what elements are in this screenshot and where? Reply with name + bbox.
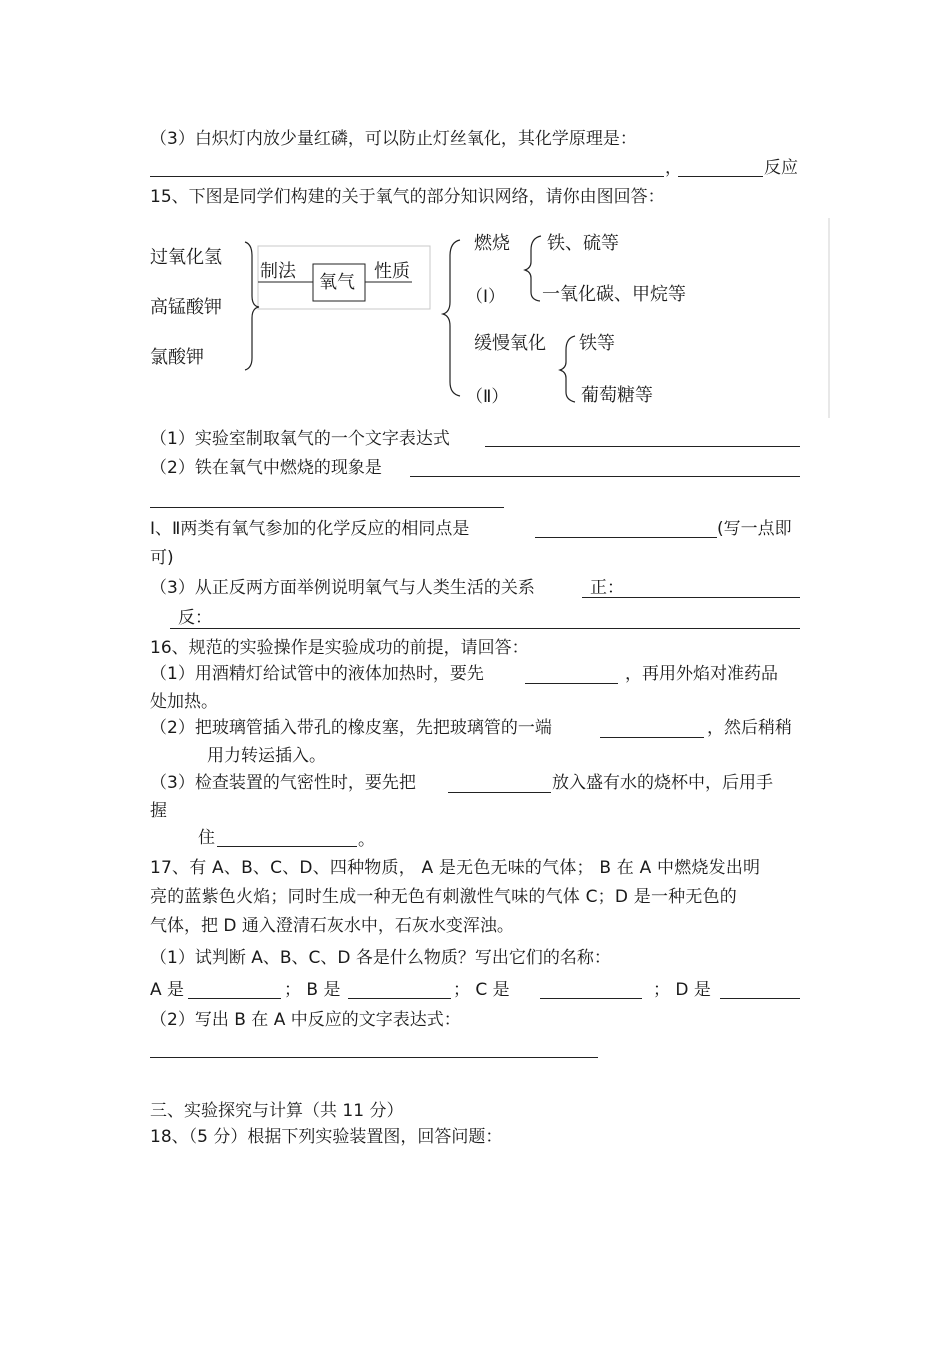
q18-stem: 18、（5 分）根据下列实验装置图，回答问题：	[150, 1127, 503, 1147]
diagram-left-item: 过氧化氢	[150, 247, 222, 268]
q17-p1-text: （1）试判断 A、B、C、D 各是什么物质？写出它们的名称：	[150, 948, 611, 968]
q16-p2-blank[interactable]	[600, 737, 704, 738]
q17-c-label: ； C 是	[453, 980, 510, 1000]
q17-a-label: A 是	[150, 980, 185, 1000]
q16-p2-text-end: 用力转运插入。	[207, 746, 326, 766]
diagram-burn-item: 一氧化碳、甲烷等	[542, 284, 686, 305]
q15-p3-negative-blank[interactable]	[170, 628, 800, 629]
q16-p1-text-cont: ，再用外焰对准药品	[625, 664, 778, 684]
q17-p2-blank[interactable]	[150, 1057, 598, 1058]
diagram-burning-label: 燃烧	[474, 233, 510, 254]
q14-part3-text: （3）白炽灯内放少量红磷，可以防止灯丝氧化，其化学原理是：	[150, 129, 637, 149]
diagram-left-item: 高锰酸钾	[150, 297, 222, 318]
q15-same-point-note-cont: 可)	[150, 548, 174, 568]
q17-c-blank[interactable]	[540, 998, 642, 999]
q17-p2-text: （2）写出 B 在 A 中反应的文字表达式：	[150, 1010, 461, 1030]
q16-p3-blank-1[interactable]	[448, 792, 551, 793]
q15-same-point-text: Ⅰ、Ⅱ两类有氧气参加的化学反应的相同点是	[150, 519, 470, 539]
q15-same-point-note: (写一点即	[717, 519, 792, 539]
section-3-heading: 三、实验探究与计算（共 11 分）	[150, 1101, 404, 1121]
q17-b-blank[interactable]	[348, 998, 451, 999]
oxygen-knowledge-diagram	[0, 0, 950, 430]
q17-d-label: ； D 是	[653, 980, 711, 1000]
q15-p3-positive-label: 正：	[590, 578, 624, 598]
q15-p2-blank-1[interactable]	[410, 476, 800, 477]
q16-p2-text-cont: ，然后稍稍	[707, 718, 792, 738]
q17-d-blank[interactable]	[720, 998, 800, 999]
q17-stem-line-2: 亮的蓝紫色火焰；同时生成一种无色有刺激性气味的气体 C；D 是一种无色的	[150, 887, 737, 907]
diagram-burn-item: 铁、硫等	[547, 233, 619, 254]
diagram-category-1: （Ⅰ）	[466, 287, 506, 307]
q16-p3-text-zhu: 住	[198, 828, 215, 848]
q15-p3-negative-label: 反：	[178, 608, 212, 628]
q15-p2-text: （2）铁在氧气中燃烧的现象是	[150, 458, 382, 478]
q16-p3-text: （3）检查装置的气密性时，要先把	[150, 773, 416, 793]
q15-p2-blank-2[interactable]	[150, 507, 504, 508]
q17-b-label: ； B 是	[284, 980, 341, 1000]
q16-p1-text: （1）用酒精灯给试管中的液体加热时，要先	[150, 664, 484, 684]
diagram-category-2: （Ⅱ）	[466, 387, 509, 407]
q14-comma: ，	[665, 158, 682, 178]
q16-stem: 16、规范的实验操作是实验成功的前提，请回答：	[150, 638, 529, 658]
q17-stem-line-1: 17、有 A、B、C、D、四种物质， A 是无色无味的气体； B 在 A 中燃烧发出明	[150, 858, 761, 878]
diagram-slow-oxidation-label: 缓慢氧化	[474, 333, 546, 354]
q16-p2-text: （2）把玻璃管插入带孔的橡皮塞，先把玻璃管的一端	[150, 718, 552, 738]
q16-p1-blank[interactable]	[525, 683, 618, 684]
q16-p3-blank-2[interactable]	[217, 846, 357, 847]
q15-p3-text: （3）从正反两方面举例说明氧气与人类生活的关系	[150, 578, 535, 598]
q14-suffix: 反应	[764, 158, 798, 178]
q15-p1-text: （1）实验室制取氧气的一个文字表达式	[150, 429, 450, 449]
diagram-slow-item: 葡萄糖等	[581, 385, 653, 406]
diagram-left-item: 氯酸钾	[150, 347, 204, 368]
q15-same-point-blank[interactable]	[535, 537, 717, 538]
q15-p1-blank[interactable]	[485, 446, 800, 447]
q17-a-blank[interactable]	[188, 998, 281, 999]
q16-p1-text-end: 处加热。	[150, 692, 218, 712]
q17-stem-line-3: 气体，把 D 通入澄清石灰水中，石灰水变浑浊。	[150, 916, 514, 936]
diagram-oxygen-center: 氧气	[319, 272, 355, 293]
q16-p3-text-wrap: 握	[150, 801, 167, 821]
q16-p3-text-cont: 放入盛有水的烧杯中，后用手	[552, 773, 773, 793]
q15-p3-positive-blank[interactable]	[582, 597, 800, 598]
diagram-slow-item: 铁等	[579, 333, 615, 354]
diagram-xingzhi-label: 性质	[374, 261, 410, 282]
q15-stem: 15、下图是同学们构建的关于氧气的部分知识网络，请你由图回答：	[150, 187, 665, 207]
diagram-zhifa-label: 制法	[260, 261, 296, 282]
q16-p3-period: 。	[358, 830, 375, 850]
